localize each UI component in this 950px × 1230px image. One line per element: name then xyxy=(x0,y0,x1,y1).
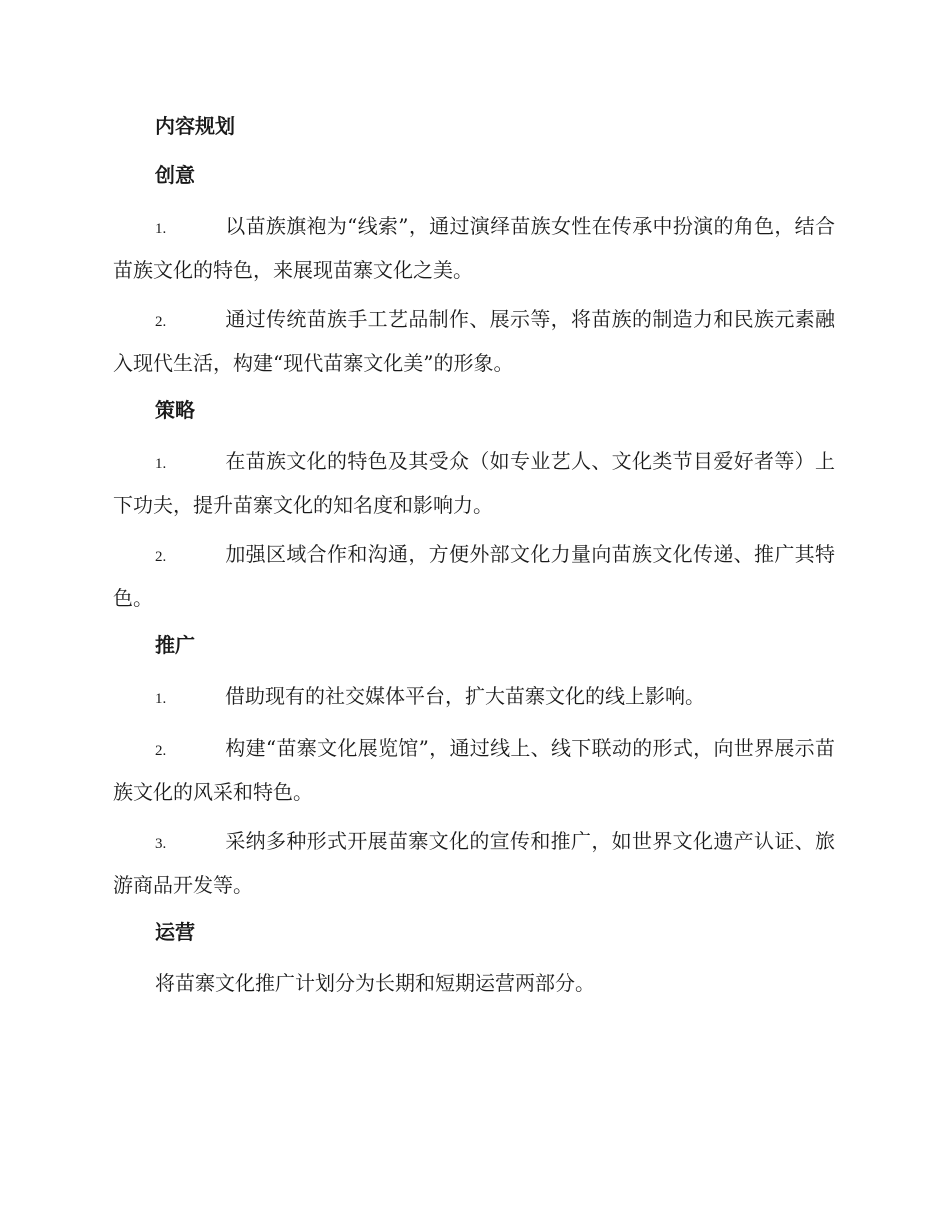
list-text: 构建“苗寨文化展览馆”，通过线上、线下联动的形式，向世界展示苗族文化的风采和特色。 xyxy=(113,736,835,804)
section-heading-operation: 运营 xyxy=(155,920,195,944)
list-item xyxy=(113,728,835,813)
section-heading-strategy: 策略 xyxy=(155,398,195,422)
document-title: 内容规划 xyxy=(155,114,235,138)
list-item xyxy=(113,299,835,384)
list-text: 通过传统苗族手工艺品制作、展示等，将苗族的制造力和民族元素融入现代生活，构建“现代苗寨文化美”的形象。 xyxy=(113,307,835,375)
list-number: 3. xyxy=(155,836,167,852)
list-number: 1. xyxy=(155,456,167,472)
list-item xyxy=(113,676,835,720)
list-item xyxy=(113,206,835,291)
list-number: 2. xyxy=(155,314,167,330)
list-number: 1. xyxy=(155,691,167,707)
list-number: 2. xyxy=(155,549,167,565)
list-item xyxy=(113,534,835,619)
list-text: 在苗族文化的特色及其受众（如专业艺人、文化类节目爱好者等）上下功夫，提升苗寨文化的知名度和影响力。 xyxy=(113,449,835,517)
section-heading-promotion: 推广 xyxy=(155,633,195,657)
list-text: 借助现有的社交媒体平台，扩大苗寨文化的线上影响。 xyxy=(225,684,705,708)
list-number: 2. xyxy=(155,743,167,759)
list-text: 加强区域合作和沟通，方便外部文化力量向苗族文化传递、推广其特色。 xyxy=(113,542,835,610)
list-item xyxy=(113,441,835,526)
document-page xyxy=(113,108,835,1012)
list-text: 以苗族旗袍为“线索”，通过演绎苗族女性在传承中扮演的角色，结合苗族文化的特色，来展现苗寨文化之美。 xyxy=(113,214,835,282)
list-item xyxy=(113,821,835,906)
list-number: 1. xyxy=(155,221,167,237)
list-text: 采纳多种形式开展苗寨文化的宣传和推广，如世界文化遗产认证、旅游商品开发等。 xyxy=(113,829,835,897)
body-paragraph: 将苗寨文化推广计划分为长期和短期运营两部分。 xyxy=(155,971,595,995)
section-heading-creative: 创意 xyxy=(155,163,195,187)
